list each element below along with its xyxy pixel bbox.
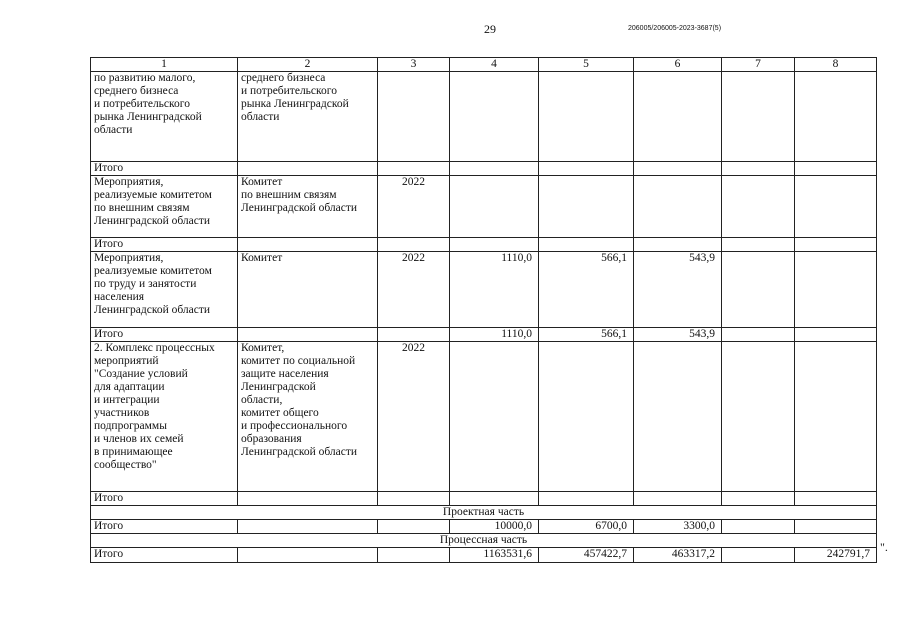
table-row bbox=[91, 72, 877, 162]
project-part-row bbox=[91, 506, 877, 520]
table-cell bbox=[795, 342, 877, 492]
table-cell bbox=[722, 176, 795, 238]
table-cell: 2022 bbox=[378, 252, 450, 328]
table-cell: Итого bbox=[91, 238, 238, 252]
table-cell bbox=[450, 492, 539, 506]
section-label: Проектная часть bbox=[91, 506, 877, 520]
table-cell: 543,9 bbox=[634, 252, 722, 328]
table-row bbox=[91, 328, 877, 342]
table-cell bbox=[238, 238, 378, 252]
table-cell bbox=[450, 342, 539, 492]
table-row bbox=[91, 252, 877, 328]
process-total-row bbox=[91, 548, 877, 563]
column-header: 1 bbox=[91, 58, 238, 72]
table-cell: 1163531,6 bbox=[450, 548, 539, 563]
table-cell bbox=[378, 492, 450, 506]
table-cell bbox=[238, 520, 378, 534]
project-total-row bbox=[91, 520, 877, 534]
table-cell: Итого bbox=[91, 162, 238, 176]
column-header: 5 bbox=[539, 58, 634, 72]
table-cell bbox=[450, 162, 539, 176]
closing-quote: ". bbox=[880, 540, 888, 554]
table-cell: 3300,0 bbox=[634, 520, 722, 534]
table-cell: Мероприятия, реализуемые комитетом по труду и занятости населения Ленинградской области bbox=[91, 252, 238, 328]
table-cell bbox=[539, 342, 634, 492]
table-cell bbox=[378, 520, 450, 534]
budget-table bbox=[90, 57, 877, 563]
document-code: 206005/206005-2023-3687(5) bbox=[628, 25, 722, 32]
table-cell bbox=[238, 548, 378, 563]
table-cell: 2022 bbox=[378, 176, 450, 238]
table-cell: 457422,7 bbox=[539, 548, 634, 563]
page-number: 29 bbox=[484, 22, 496, 36]
table-cell bbox=[722, 520, 795, 534]
table-cell bbox=[634, 72, 722, 162]
table-cell bbox=[378, 162, 450, 176]
table-cell bbox=[450, 72, 539, 162]
table-cell bbox=[722, 548, 795, 563]
table-cell: 1110,0 bbox=[450, 252, 539, 328]
table-cell: Мероприятия, реализуемые комитетом по внешним связям Ленинградской области bbox=[91, 176, 238, 238]
table-cell bbox=[634, 238, 722, 252]
table-cell bbox=[539, 176, 634, 238]
table-cell: Итого bbox=[91, 520, 238, 534]
table-cell bbox=[378, 328, 450, 342]
table-cell bbox=[634, 162, 722, 176]
table-cell: Комитет по внешним связям Ленинградской области bbox=[238, 176, 378, 238]
table-cell: 2022 bbox=[378, 342, 450, 492]
table-cell bbox=[539, 238, 634, 252]
table-row bbox=[91, 176, 877, 238]
table-cell: Итого bbox=[91, 548, 238, 563]
table-cell bbox=[795, 492, 877, 506]
table-cell bbox=[634, 492, 722, 506]
table-cell: Комитет bbox=[238, 252, 378, 328]
table-cell: 6700,0 bbox=[539, 520, 634, 534]
table-cell: 543,9 bbox=[634, 328, 722, 342]
table-cell bbox=[539, 72, 634, 162]
table-cell bbox=[378, 72, 450, 162]
table-cell bbox=[634, 342, 722, 492]
table-cell bbox=[378, 548, 450, 563]
table-cell bbox=[795, 72, 877, 162]
table-cell bbox=[238, 162, 378, 176]
table-cell bbox=[795, 238, 877, 252]
table-cell bbox=[634, 176, 722, 238]
table-cell: Итого bbox=[91, 492, 238, 506]
column-header: 2 bbox=[238, 58, 378, 72]
table-cell bbox=[722, 328, 795, 342]
table-cell bbox=[238, 492, 378, 506]
column-header: 8 bbox=[795, 58, 877, 72]
table-cell: 463317,2 bbox=[634, 548, 722, 563]
table-cell bbox=[450, 238, 539, 252]
column-header: 4 bbox=[450, 58, 539, 72]
table-cell: 1110,0 bbox=[450, 328, 539, 342]
table-row bbox=[91, 492, 877, 506]
table-cell bbox=[238, 328, 378, 342]
column-header: 7 bbox=[722, 58, 795, 72]
table-cell bbox=[722, 72, 795, 162]
table-row bbox=[91, 238, 877, 252]
table-cell: Комитет, комитет по социальной защите населения Ленинградской области, комитет общего и профессионального образования Ленинградской области bbox=[238, 342, 378, 492]
table-cell bbox=[722, 492, 795, 506]
table-cell: 566,1 bbox=[539, 252, 634, 328]
table-cell bbox=[722, 162, 795, 176]
table-cell: 2. Комплекс процессных мероприятий "Создание условий для адаптации и интеграции участников подпрограммы и членов их семей в принимающее сообщество" bbox=[91, 342, 238, 492]
table-cell bbox=[722, 252, 795, 328]
process-part-row bbox=[91, 534, 877, 548]
table-cell bbox=[795, 176, 877, 238]
table-cell: среднего бизнеса и потребительского рынка Ленинградской области bbox=[238, 72, 378, 162]
table-row bbox=[91, 342, 877, 492]
table-cell bbox=[378, 238, 450, 252]
table-cell bbox=[795, 252, 877, 328]
table-cell bbox=[539, 492, 634, 506]
table-cell bbox=[795, 328, 877, 342]
table-header bbox=[91, 58, 877, 72]
table-cell: Итого bbox=[91, 328, 238, 342]
column-header: 3 bbox=[378, 58, 450, 72]
table-cell bbox=[795, 520, 877, 534]
table-cell bbox=[539, 162, 634, 176]
table-cell bbox=[450, 176, 539, 238]
column-header: 6 bbox=[634, 58, 722, 72]
table-cell: 242791,7 bbox=[795, 548, 877, 563]
table-cell bbox=[795, 162, 877, 176]
table-cell: 10000,0 bbox=[450, 520, 539, 534]
table-cell: 566,1 bbox=[539, 328, 634, 342]
section-label: Процессная часть bbox=[91, 534, 877, 548]
table-cell bbox=[722, 342, 795, 492]
table-cell bbox=[722, 238, 795, 252]
table-cell: по развитию малого, среднего бизнеса и потребительского рынка Ленинградской области bbox=[91, 72, 238, 162]
table-row bbox=[91, 162, 877, 176]
